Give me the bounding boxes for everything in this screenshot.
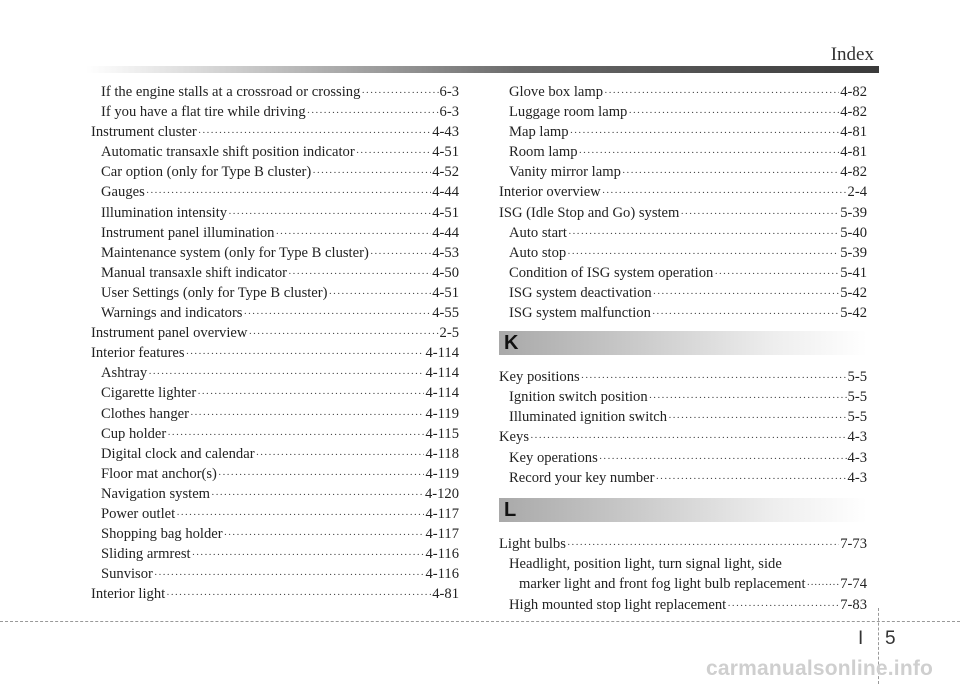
index-entry <box>499 427 867 447</box>
index-entry-page: 5-39 <box>840 204 867 221</box>
index-entry-label: Room lamp <box>509 144 578 161</box>
leader-dots <box>622 162 839 183</box>
index-entry-label: If the engine stalls at a crossroad or crossing <box>101 84 361 100</box>
index-entry-label: Clothes hanger <box>101 405 189 422</box>
index-entry-page: 4-81 <box>432 586 459 603</box>
index-entry-label: Car option (only for Type B cluster) <box>101 164 312 181</box>
index-entry <box>91 122 459 142</box>
index-entry-page: 4-118 <box>425 445 459 462</box>
leader-dots <box>192 544 425 565</box>
index-entry-label: Instrument cluster <box>91 124 197 141</box>
section-letter-l: L <box>504 498 517 521</box>
index-entry <box>91 162 459 182</box>
index-column-right <box>499 82 867 615</box>
index-entry-label: ISG (Idle Stop and Go) system <box>499 204 680 221</box>
index-entry-page: 4-51 <box>432 284 459 301</box>
leader-dots <box>361 82 438 103</box>
index-entry-page: 4-117 <box>425 526 459 543</box>
index-entry-headlight-line2: marker light and front fog light bulb replacement ····· 7-74 <box>509 574 867 595</box>
index-entry <box>499 122 867 142</box>
leader-dots <box>530 427 847 448</box>
index-entry <box>499 283 867 303</box>
index-entry-label: Illumination intensity <box>101 204 228 221</box>
index-entry <box>91 383 459 403</box>
index-entry-label: Illuminated ignition switch <box>509 409 668 426</box>
leader-dots <box>329 283 432 304</box>
index-entry-label: Instrument panel illumination <box>101 224 275 241</box>
index-entry-label: Cup holder <box>101 425 167 442</box>
index-entry <box>91 404 459 424</box>
index-entry-page: 5-41 <box>840 264 867 281</box>
leader-dots <box>649 387 847 408</box>
leader-dots <box>166 584 431 605</box>
index-entry-label: Floor mat anchor(s) <box>101 465 217 482</box>
leader-dots <box>248 323 438 344</box>
index-entry-page: 2-4 <box>847 184 867 201</box>
index-entry-page: 4-116 <box>425 546 459 563</box>
index-entry-label: Automatic transaxle shift position indicator <box>101 144 355 161</box>
leader-dots <box>714 263 839 284</box>
page-header-title: Index <box>830 44 874 65</box>
leader-dots <box>668 407 846 428</box>
index-entry-label: Manual transaxle shift indicator <box>101 264 288 281</box>
leader-dots <box>211 484 424 505</box>
index-entry <box>91 363 459 383</box>
index-entry-page: 5-5 <box>847 409 867 426</box>
index-entry <box>91 323 459 343</box>
index-entry-label: Record your key number <box>509 469 655 486</box>
index-entry-page: 4-52 <box>432 164 459 181</box>
leader-dots <box>198 122 431 143</box>
index-entry-page: 5-40 <box>840 224 867 241</box>
leader-dots <box>656 468 847 489</box>
leader-dots <box>570 122 840 143</box>
leader-dots <box>370 243 431 264</box>
index-entry <box>91 464 459 484</box>
leader-dots <box>186 343 425 364</box>
leader-dots <box>568 223 839 244</box>
index-entry-light-bulbs: Light bulbs ····· 7-73 <box>499 534 867 554</box>
leader-dots <box>148 363 424 384</box>
index-entry <box>91 564 459 584</box>
index-entry-label: Warnings and indicators <box>101 305 243 322</box>
index-entry <box>499 142 867 162</box>
index-entry-page: 4-3 <box>847 469 867 486</box>
leader-dots <box>243 303 431 324</box>
index-entry-page: 6-3 <box>439 104 459 121</box>
index-entry-page: 4-117 <box>425 505 459 522</box>
index-entry <box>499 243 867 263</box>
index-entry-label: ISG system deactivation <box>509 284 652 301</box>
index-entry-page: 4-50 <box>432 264 459 281</box>
index-entry <box>91 263 459 283</box>
index-entry-page: 4-82 <box>840 104 867 121</box>
leader-dots <box>652 303 839 324</box>
index-entry <box>499 367 867 387</box>
index-entry-label: ISG system malfunction <box>509 305 651 322</box>
index-entry <box>499 82 867 102</box>
leader-dots <box>176 504 424 525</box>
index-entry <box>499 223 867 243</box>
index-entry-label: Key operations <box>509 449 598 466</box>
index-entry-label: Interior light <box>91 586 166 603</box>
index-entry <box>91 343 459 363</box>
index-entry-label: Cigarette lighter <box>101 385 197 402</box>
index-entry <box>91 484 459 504</box>
index-entry-headlight-line1: Headlight, position light, turn signal light, side <box>509 555 782 572</box>
index-entry <box>91 243 459 263</box>
index-entry <box>499 303 867 323</box>
leader-dots <box>312 162 431 183</box>
leader-dots <box>197 383 424 404</box>
index-entry-label: Instrument panel overview <box>91 325 248 342</box>
index-entry-page: 4-116 <box>425 566 459 583</box>
index-entry-headlight-bulb-replacement <box>499 554 867 595</box>
leader-dots <box>599 448 847 469</box>
section-header-k <box>499 331 867 355</box>
leader-dots <box>256 444 425 465</box>
leader-dots <box>604 82 839 103</box>
index-entry-page: 4-51 <box>432 144 459 161</box>
index-entry-page: 4-114 <box>425 385 459 402</box>
index-entry <box>499 448 867 468</box>
index-entry-label: Power outlet <box>101 505 176 522</box>
index-entry-label: Luggage room lamp <box>509 104 628 121</box>
leader-dots <box>218 464 425 485</box>
index-entry-label: Condition of ISG system operation <box>509 264 714 281</box>
leader-dots <box>190 404 425 425</box>
index-entry-page: 4-43 <box>432 124 459 141</box>
index-entry <box>91 82 459 102</box>
index-entry-page: 4-55 <box>432 305 459 322</box>
index-entry <box>91 444 459 464</box>
leader-dots <box>628 102 839 123</box>
watermark: carmanualsonline.info <box>706 657 934 680</box>
index-entry <box>91 504 459 524</box>
index-entry-page: 4-82 <box>840 84 867 100</box>
index-entry-label: Digital clock and calendar <box>101 445 255 462</box>
index-entry <box>91 424 459 444</box>
leader-dots <box>167 424 424 445</box>
index-entry <box>499 407 867 427</box>
index-entry-page: 4-114 <box>425 345 459 362</box>
leader-dots <box>228 203 431 224</box>
index-entry-label: If you have a flat tire while driving <box>101 104 306 121</box>
index-entry-label: Sliding armrest <box>101 546 191 563</box>
index-entry-label: Ashtray <box>101 365 148 382</box>
index-entry-label: Auto start <box>509 224 567 241</box>
index-entry-page: 5-42 <box>840 305 867 322</box>
index-entry <box>91 544 459 564</box>
section-header-l <box>499 498 867 522</box>
index-entry <box>499 162 867 182</box>
index-entry <box>499 468 867 488</box>
index-entry <box>91 524 459 544</box>
index-entry-page: 4-44 <box>432 224 459 241</box>
index-entry <box>91 142 459 162</box>
index-entry-page: 2-5 <box>439 325 459 342</box>
leader-dots <box>154 564 425 585</box>
index-entry-page: 5-5 <box>847 369 867 386</box>
index-entry-high-mounted-stop-light: High mounted stop light replacement ····· 7-83 <box>499 595 867 615</box>
index-entry <box>91 102 459 122</box>
index-entry-label: Sunvisor <box>101 566 153 583</box>
index-entry-page: 4-44 <box>432 184 459 201</box>
index-entry-label: Key positions <box>499 369 580 386</box>
index-entry-page: 4-119 <box>425 465 459 482</box>
index-entry <box>499 203 867 223</box>
index-entry <box>91 283 459 303</box>
index-entry-page: 6-3 <box>439 84 459 100</box>
index-entry-page: 5-5 <box>847 389 867 406</box>
index-entry-label: Glove box lamp <box>509 84 604 100</box>
leader-dots <box>146 182 431 203</box>
index-entry-page: 4-53 <box>432 244 459 261</box>
footer-rule <box>0 621 960 622</box>
leader-dots <box>275 223 431 244</box>
index-entry-label: User Settings (only for Type B cluster) <box>101 284 328 301</box>
index-entry-page: 5-39 <box>840 244 867 261</box>
index-entry <box>499 263 867 283</box>
index-entry <box>91 223 459 243</box>
header-bar <box>86 66 879 73</box>
leader-dots <box>581 367 847 388</box>
index-entry-page: 4-119 <box>425 405 459 422</box>
section-letter-k: K <box>504 332 519 355</box>
index-entry <box>499 102 867 122</box>
index-entry-page: 4-3 <box>847 429 867 446</box>
index-entry <box>499 182 867 202</box>
index-entry-label: Navigation system <box>101 485 211 502</box>
index-entry <box>499 387 867 407</box>
leader-dots <box>680 203 839 224</box>
index-entry <box>91 584 459 604</box>
index-entry-page: 4-115 <box>425 425 459 442</box>
index-entry-page: 4-51 <box>432 204 459 221</box>
index-entry-label: Vanity mirror lamp <box>509 164 621 181</box>
leader-dots <box>307 102 439 123</box>
index-entry-page: 4-81 <box>840 144 867 161</box>
index-entry-label: Keys <box>499 429 529 446</box>
leader-dots <box>288 263 431 284</box>
leader-dots <box>567 243 839 264</box>
index-entry-page: 4-81 <box>840 124 867 141</box>
index-entry-label: Interior features <box>91 345 185 362</box>
index-entry-label: Gauges <box>101 184 145 201</box>
leader-dots <box>602 182 847 203</box>
index-column-left <box>91 82 459 604</box>
index-entry-page: 4-3 <box>847 449 867 466</box>
index-entry <box>91 203 459 223</box>
index-entry <box>91 303 459 323</box>
index-entry-page: 4-114 <box>425 365 459 382</box>
index-entry-label: Interior overview <box>499 184 601 201</box>
index-entry <box>91 182 459 202</box>
footer-section-letter: I <box>858 628 864 649</box>
page-number: 5 <box>885 628 896 649</box>
index-entry-label: Maintenance system (only for Type B cluster) <box>101 244 369 261</box>
index-entry-label: Map lamp <box>509 124 569 141</box>
leader-dots <box>356 142 432 163</box>
leader-dots <box>579 142 840 163</box>
index-entry-label: Ignition switch position <box>509 389 648 406</box>
index-entry-page: 4-120 <box>424 485 459 502</box>
index-entry-page: 5-42 <box>840 284 867 301</box>
index-entry-label: Auto stop <box>509 244 567 261</box>
index-entry-label: Shopping bag holder <box>101 526 223 543</box>
leader-dots <box>653 283 840 304</box>
index-entry-page: 4-82 <box>840 164 867 181</box>
leader-dots <box>224 524 425 545</box>
